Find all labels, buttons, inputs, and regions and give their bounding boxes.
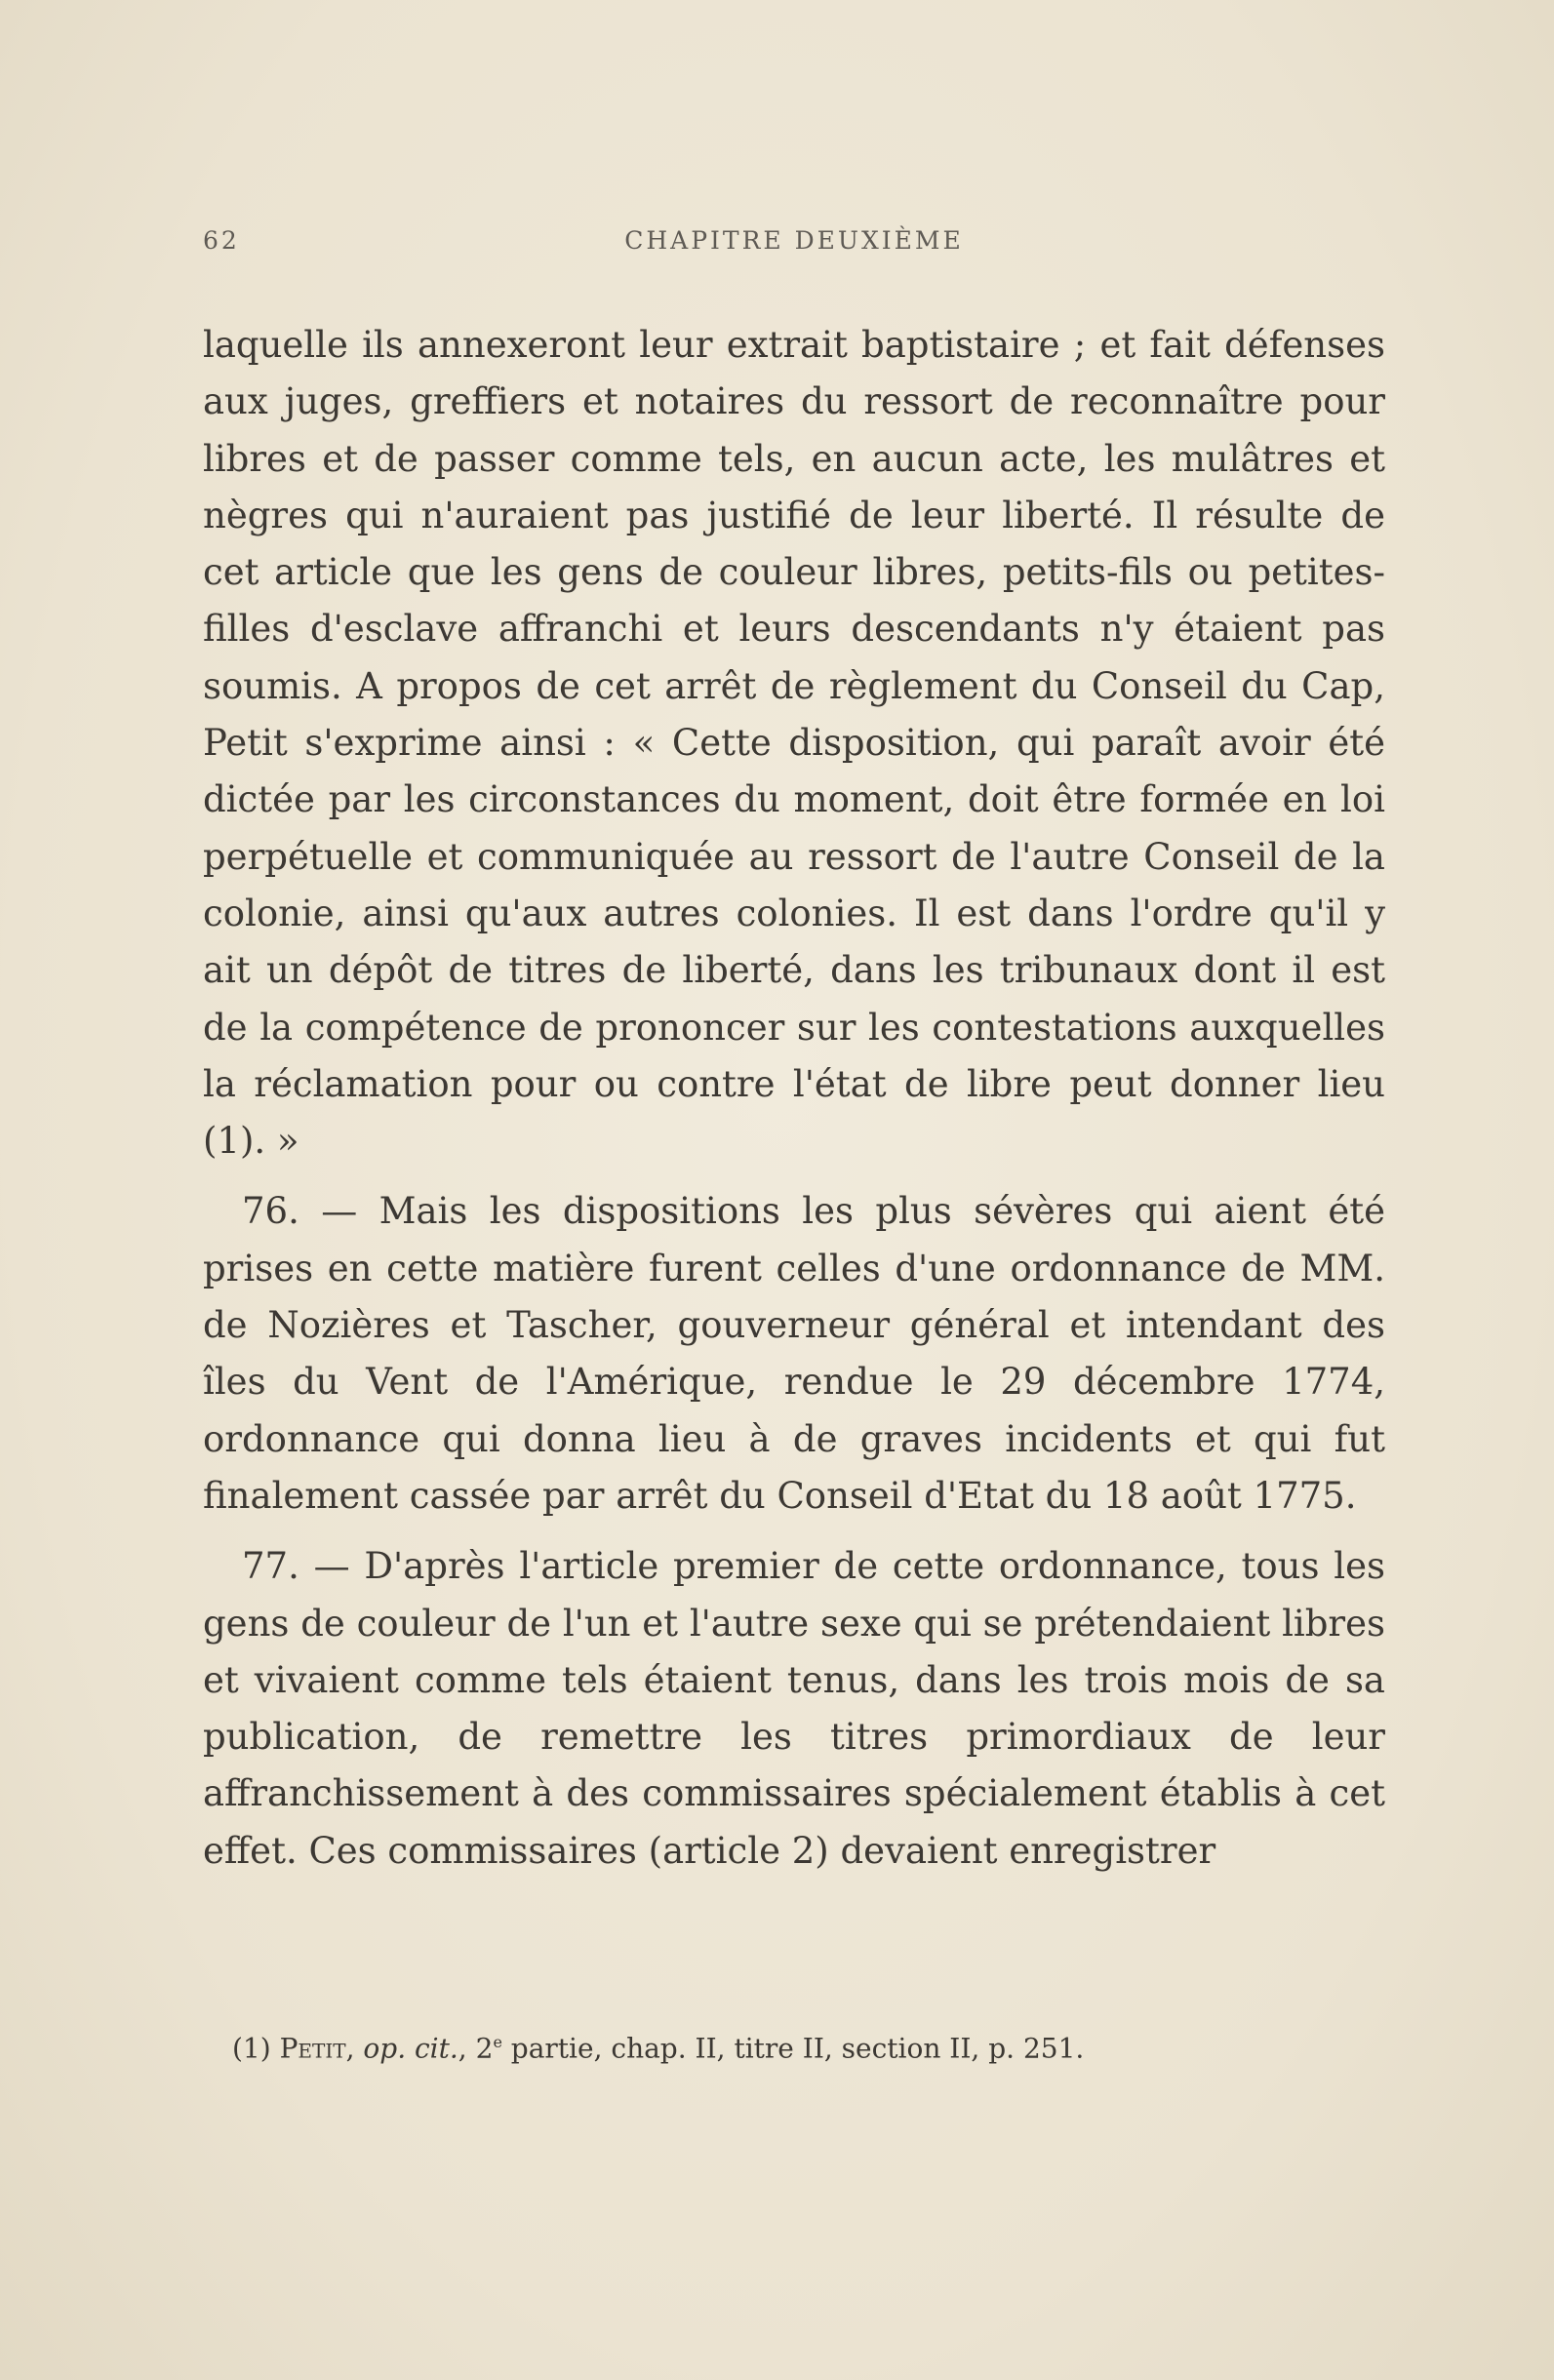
chapter-title: CHAPITRE DEUXIÈME [624,226,964,255]
footnote-part-suffix: e [493,2033,502,2051]
footnote: (1) Petit, op. cit., 2e partie, chap. II, titre II, section II, p. 251. [232,2032,1085,2065]
footnote-marker: (1) [232,2032,271,2065]
footnote-reference: partie, chap. II, titre II, section II, p. 251. [501,2032,1085,2065]
footnote-citation: op. cit. [363,2032,458,2065]
body-text [203,317,1385,1880]
paragraph-continued: laquelle ils annexeront leur extrait baptistaire ; et fait défenses aux juges, greffiers et notaires du ressort de reconnaître pour libres et de passer comme tels, en aucun acte, les mulâtres et nègres qui n'auraient pas justifié de leur liberté. Il résulte de cet article que les gens de couleur libres, petits-fils ou petites-filles d'esclave affranchi et leurs descendants n'y étaient pas soumis. A propos de cet arrêt de règlement du Conseil du Cap, Petit s'exprime ainsi : « Cette disposition, qui paraît avoir été dictée par les circonstances du moment, doit être formée en loi perpétuelle et communiquée au ressort de l'autre Conseil de la colonie, ainsi qu'aux autres colonies. Il est dans l'ordre qu'il y ait un dépôt de titres de liberté, dans les tribunaux dont il est de la compétence de prononcer sur les contestations auxquelles la réclamation pour ou contre l'état de libre peut donner lieu (1). » [203,324,1385,1163]
footnote-author: Petit [279,2032,346,2065]
running-head [203,226,1385,265]
footnote-part-number: 2 [475,2032,494,2065]
page-number: 62 [203,226,240,255]
paragraph-76: 76. — Mais les dispositions les plus sévères qui aient été prises en cette matière furent celles d'une ordonnance de MM. de Nozières et Tascher, gouverneur général et intendant des îles du Vent de l'Amérique, rendue le 29 décembre 1774, ordonnance qui donna lieu à de graves incidents et qui fut finalement cassée par arrêt du Conseil d'Etat du 18 août 1775. [203,1190,1385,1517]
paragraph-77: 77. — D'après l'article premier de cette ordonnance, tous les gens de couleur de l'un et l'autre sexe qui se prétendaient libres et vivaient comme tels étaient tenus, dans les trois mois de sa publication, de remettre les titres primordiaux de leur affranchissement à des commissaires spécialement établis à cet effet. Ces commissaires (article 2) devaient enregistrer [203,1545,1385,1872]
